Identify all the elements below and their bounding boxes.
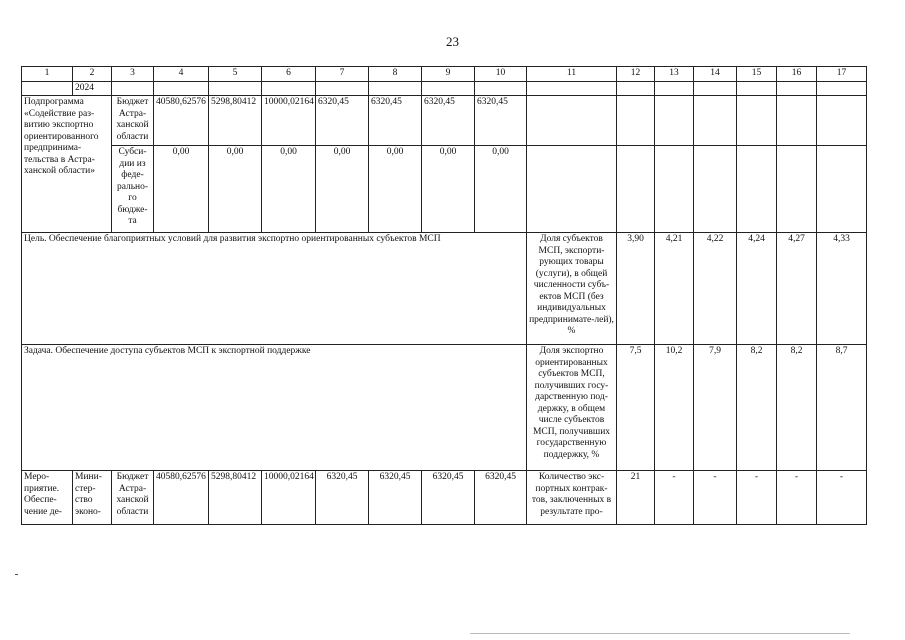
value-cell: 40580,62576 bbox=[154, 471, 209, 525]
indicator-value: 4,24 bbox=[737, 233, 777, 345]
scan-edge-line bbox=[470, 633, 850, 634]
value-cell: 6320,45 bbox=[369, 96, 422, 146]
value-cell: 6320,45 bbox=[475, 96, 527, 146]
subprogram-name: Подпрограмма «Содействие раз-витию экспортно ориентированного предпринима-тельства в Астра-ханской области» bbox=[22, 96, 112, 233]
budget-source: Бюджет Астра-ханской области bbox=[112, 96, 154, 146]
measure-row bbox=[22, 471, 867, 525]
subsidy-source: Субси-дии из феде-рально-го бюдже-та bbox=[112, 146, 154, 233]
col-header: 8 bbox=[369, 67, 422, 82]
goal-row bbox=[22, 233, 867, 345]
column-number-row bbox=[22, 67, 867, 82]
col-header: 12 bbox=[617, 67, 655, 82]
col-header: 7 bbox=[316, 67, 369, 82]
year-cell: 2024 bbox=[73, 81, 112, 96]
value-cell: 0,00 bbox=[209, 146, 262, 233]
indicator-value: 4,21 bbox=[655, 233, 694, 345]
year-row bbox=[22, 81, 867, 96]
value-cell: 10000,02164 bbox=[262, 96, 316, 146]
value-cell: 5298,80412 bbox=[209, 471, 262, 525]
value-cell: 0,00 bbox=[369, 146, 422, 233]
col-header: 4 bbox=[154, 67, 209, 82]
value-cell: 0,00 bbox=[154, 146, 209, 233]
indicator-value: 4,33 bbox=[817, 233, 867, 345]
indicator-value: 3,90 bbox=[617, 233, 655, 345]
program-table bbox=[21, 66, 867, 525]
measure-indicator: Количество экс-портных контрак-тов, заключенных в результате про- bbox=[527, 471, 617, 525]
indicator-value: 4,27 bbox=[777, 233, 817, 345]
indicator-value: 8,7 bbox=[817, 345, 867, 471]
col-header: 14 bbox=[694, 67, 737, 82]
page-number: 23 bbox=[446, 34, 459, 49]
col-header: 5 bbox=[209, 67, 262, 82]
measure-executor: Мини-стер-ство эконо- bbox=[73, 471, 112, 525]
result-value: - bbox=[655, 471, 694, 525]
indicator-value: 7,5 bbox=[617, 345, 655, 471]
value-cell: 40580,62576 bbox=[154, 96, 209, 146]
task-row bbox=[22, 345, 867, 471]
value-cell: 6320,45 bbox=[316, 471, 369, 525]
indicator-value: 8,2 bbox=[777, 345, 817, 471]
value-cell: 0,00 bbox=[262, 146, 316, 233]
value-cell: 10000,02164 bbox=[262, 471, 316, 525]
col-header: 6 bbox=[262, 67, 316, 82]
col-header: 16 bbox=[777, 67, 817, 82]
task-text: Задача. Обеспечение доступа субъектов МСП к экспортной поддержке bbox=[22, 345, 527, 471]
indicator-value: 4,22 bbox=[694, 233, 737, 345]
result-value: - bbox=[737, 471, 777, 525]
col-header: 2 bbox=[73, 67, 112, 82]
value-cell: 0,00 bbox=[316, 146, 369, 233]
value-cell: 6320,45 bbox=[316, 96, 369, 146]
measure-name: Меро-приятие. Обеспе-чение де- bbox=[22, 471, 73, 525]
value-cell: 6320,45 bbox=[422, 471, 475, 525]
col-header: 9 bbox=[422, 67, 475, 82]
result-value: - bbox=[777, 471, 817, 525]
task-indicator: Доля экспортно ориентированных субъектов МСП, получивших госу-дарственную под-держку, в общем числе субъектов МСП, получивших государственную поддержку, % bbox=[527, 345, 617, 471]
col-header: 15 bbox=[737, 67, 777, 82]
value-cell: 0,00 bbox=[475, 146, 527, 233]
result-value: - bbox=[817, 471, 867, 525]
value-cell: 6320,45 bbox=[369, 471, 422, 525]
col-header: 17 bbox=[817, 67, 867, 82]
goal-text: Цель. Обеспечение благоприятных условий для развития экспортно ориентированных субъектов МСП bbox=[22, 233, 527, 345]
col-header: 13 bbox=[655, 67, 694, 82]
goal-indicator: Доля субъектов МСП, экспорти-рующих товары (услуги), в общей численности субъ-ектов МСП (без индивидуальных предпринимате-лей), % bbox=[527, 233, 617, 345]
indicator-value: 7,9 bbox=[694, 345, 737, 471]
col-header: 11 bbox=[527, 67, 617, 82]
col-header: 10 bbox=[475, 67, 527, 82]
col-header: 3 bbox=[112, 67, 154, 82]
scan-mark bbox=[15, 574, 18, 575]
value-cell: 6320,45 bbox=[422, 96, 475, 146]
subprogram-budget-row bbox=[22, 96, 867, 146]
indicator-value: 10,2 bbox=[655, 345, 694, 471]
value-cell: 0,00 bbox=[422, 146, 475, 233]
indicator-value: 8,2 bbox=[737, 345, 777, 471]
subprogram-subsidy-row bbox=[22, 146, 867, 233]
value-cell: 5298,80412 bbox=[209, 96, 262, 146]
measure-source: Бюджет Астра-ханской области bbox=[112, 471, 154, 525]
result-value: - bbox=[694, 471, 737, 525]
col-header: 1 bbox=[22, 67, 73, 82]
value-cell: 6320,45 bbox=[475, 471, 527, 525]
result-value: 21 bbox=[617, 471, 655, 525]
